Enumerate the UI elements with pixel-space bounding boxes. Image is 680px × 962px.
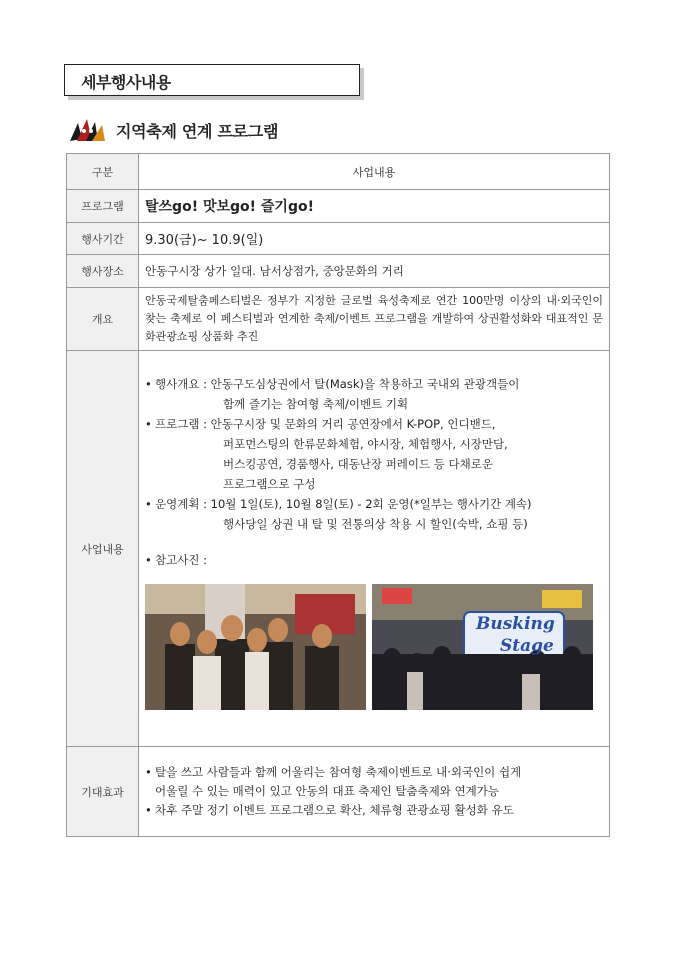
sub-title: 지역축제 연계 프로그램 (116, 121, 279, 141)
photo-busking-stage (372, 584, 593, 710)
effect-line: 탈을 쓰고 사람들과 함께 어울리는 참여형 축제이벤트로 내·외국인이 쉽게 (155, 765, 522, 779)
period-text: 9.30(금)~ 10.9(일) (145, 233, 264, 248)
header-content: 사업내용 (139, 154, 610, 190)
bullet-key: 프로그램 : (155, 416, 211, 431)
program-value (139, 190, 610, 223)
bullet-line: 퍼포먼스팅의 한류문화체험, 야시장, 체험행사, 시장만담, (223, 436, 508, 451)
row-content (67, 351, 610, 747)
venue-value: 안동구시장 상가 일대. 남서상점가, 중앙문화의 거리 (139, 255, 610, 288)
bullet-line: 프로그램으로 구성 (223, 476, 316, 491)
content-value (139, 351, 610, 747)
bullet-line: 행사당일 상권 내 탈 및 전통의상 착용 시 할인(숙박, 쇼핑 등) (223, 516, 528, 531)
section-title: 세부행사내용 (81, 73, 171, 92)
overview-label: 개요 (67, 288, 139, 351)
bullet-line: 함께 즐기는 참여형 축제/이벤트 기획 (223, 396, 409, 411)
row-effects (67, 747, 610, 837)
reference-photos (145, 584, 603, 744)
content-label: 사업내용 (67, 351, 139, 747)
bullet-dot: • (145, 376, 152, 391)
program-table (66, 153, 610, 837)
bullet-dot: • (145, 416, 152, 431)
period-label: 행사기간 (67, 223, 139, 255)
bullet-key: 운영계획 : (155, 496, 211, 511)
bullet-plan (145, 494, 603, 534)
bullet-line: 10월 1일(토), 10월 8일(토) - 2회 운영(*일부는 행사기간 계속) (210, 496, 532, 511)
bullet-line: 안동구도심상권에서 탈(Mask)을 착용하고 국내외 관광객들이 (210, 376, 520, 391)
table-header-row (67, 154, 610, 190)
program-label: 프로그램 (67, 190, 139, 223)
row-program (67, 190, 610, 223)
header-category: 구분 (67, 154, 139, 190)
period-value (139, 223, 610, 255)
festival-mask-logo-icon (68, 117, 106, 143)
photo-masked-people (145, 584, 366, 710)
effects-label: 기대효과 (67, 747, 139, 837)
busking-sign-line2: Stage (500, 635, 554, 656)
effect-line: 차후 주말 정기 이벤트 프로그램으로 확산, 체류형 관광쇼핑 활성화 유도 (155, 803, 514, 817)
sub-heading (68, 116, 278, 144)
bullet-dot: • (145, 552, 152, 567)
program-title: 탈쓰go! 맛보go! 즐기go! (145, 199, 314, 215)
bullet-key: 행사개요 : (155, 376, 211, 391)
bullet-overview (145, 374, 603, 414)
row-period (67, 223, 610, 255)
bullet-dot: • (145, 765, 152, 779)
row-overview (67, 288, 610, 351)
effect-item (145, 763, 603, 782)
effect-line: 어울릴 수 있는 매력이 있고 안동의 대표 축제인 탈춤축제와 연계가능 (155, 784, 499, 798)
bullet-program (145, 414, 603, 494)
bullet-line: 안동구시장 및 문화의 거리 공연장에서 K-POP, 인디밴드, (210, 416, 496, 431)
bullet-dot: • (145, 803, 152, 817)
effect-item (145, 801, 603, 820)
overview-value: 안동국제탈춤페스티벌은 정부가 지정한 글로벌 육성축제로 연간 100만명 이상의 내·외국인이 찾는 축제로 이 페스티벌과 연계한 축제/이벤트 프로그램을 개발하여 상권활성화와 대표적인 문화관광쇼핑 상품화 추진 (139, 288, 610, 351)
bullet-line: 버스킹공연, 경품행사, 대동난장 퍼레이드 등 다채로운 (223, 456, 493, 471)
row-venue (67, 255, 610, 288)
bullet-photos (145, 550, 603, 570)
section-title-box (64, 64, 360, 96)
busking-sign-line1: Busking (476, 613, 555, 634)
effects-value (139, 747, 610, 837)
bullet-key: 참고사진 : (155, 552, 207, 567)
venue-label: 행사장소 (67, 255, 139, 288)
bullet-dot: • (145, 496, 152, 511)
content-bullets (139, 354, 609, 744)
